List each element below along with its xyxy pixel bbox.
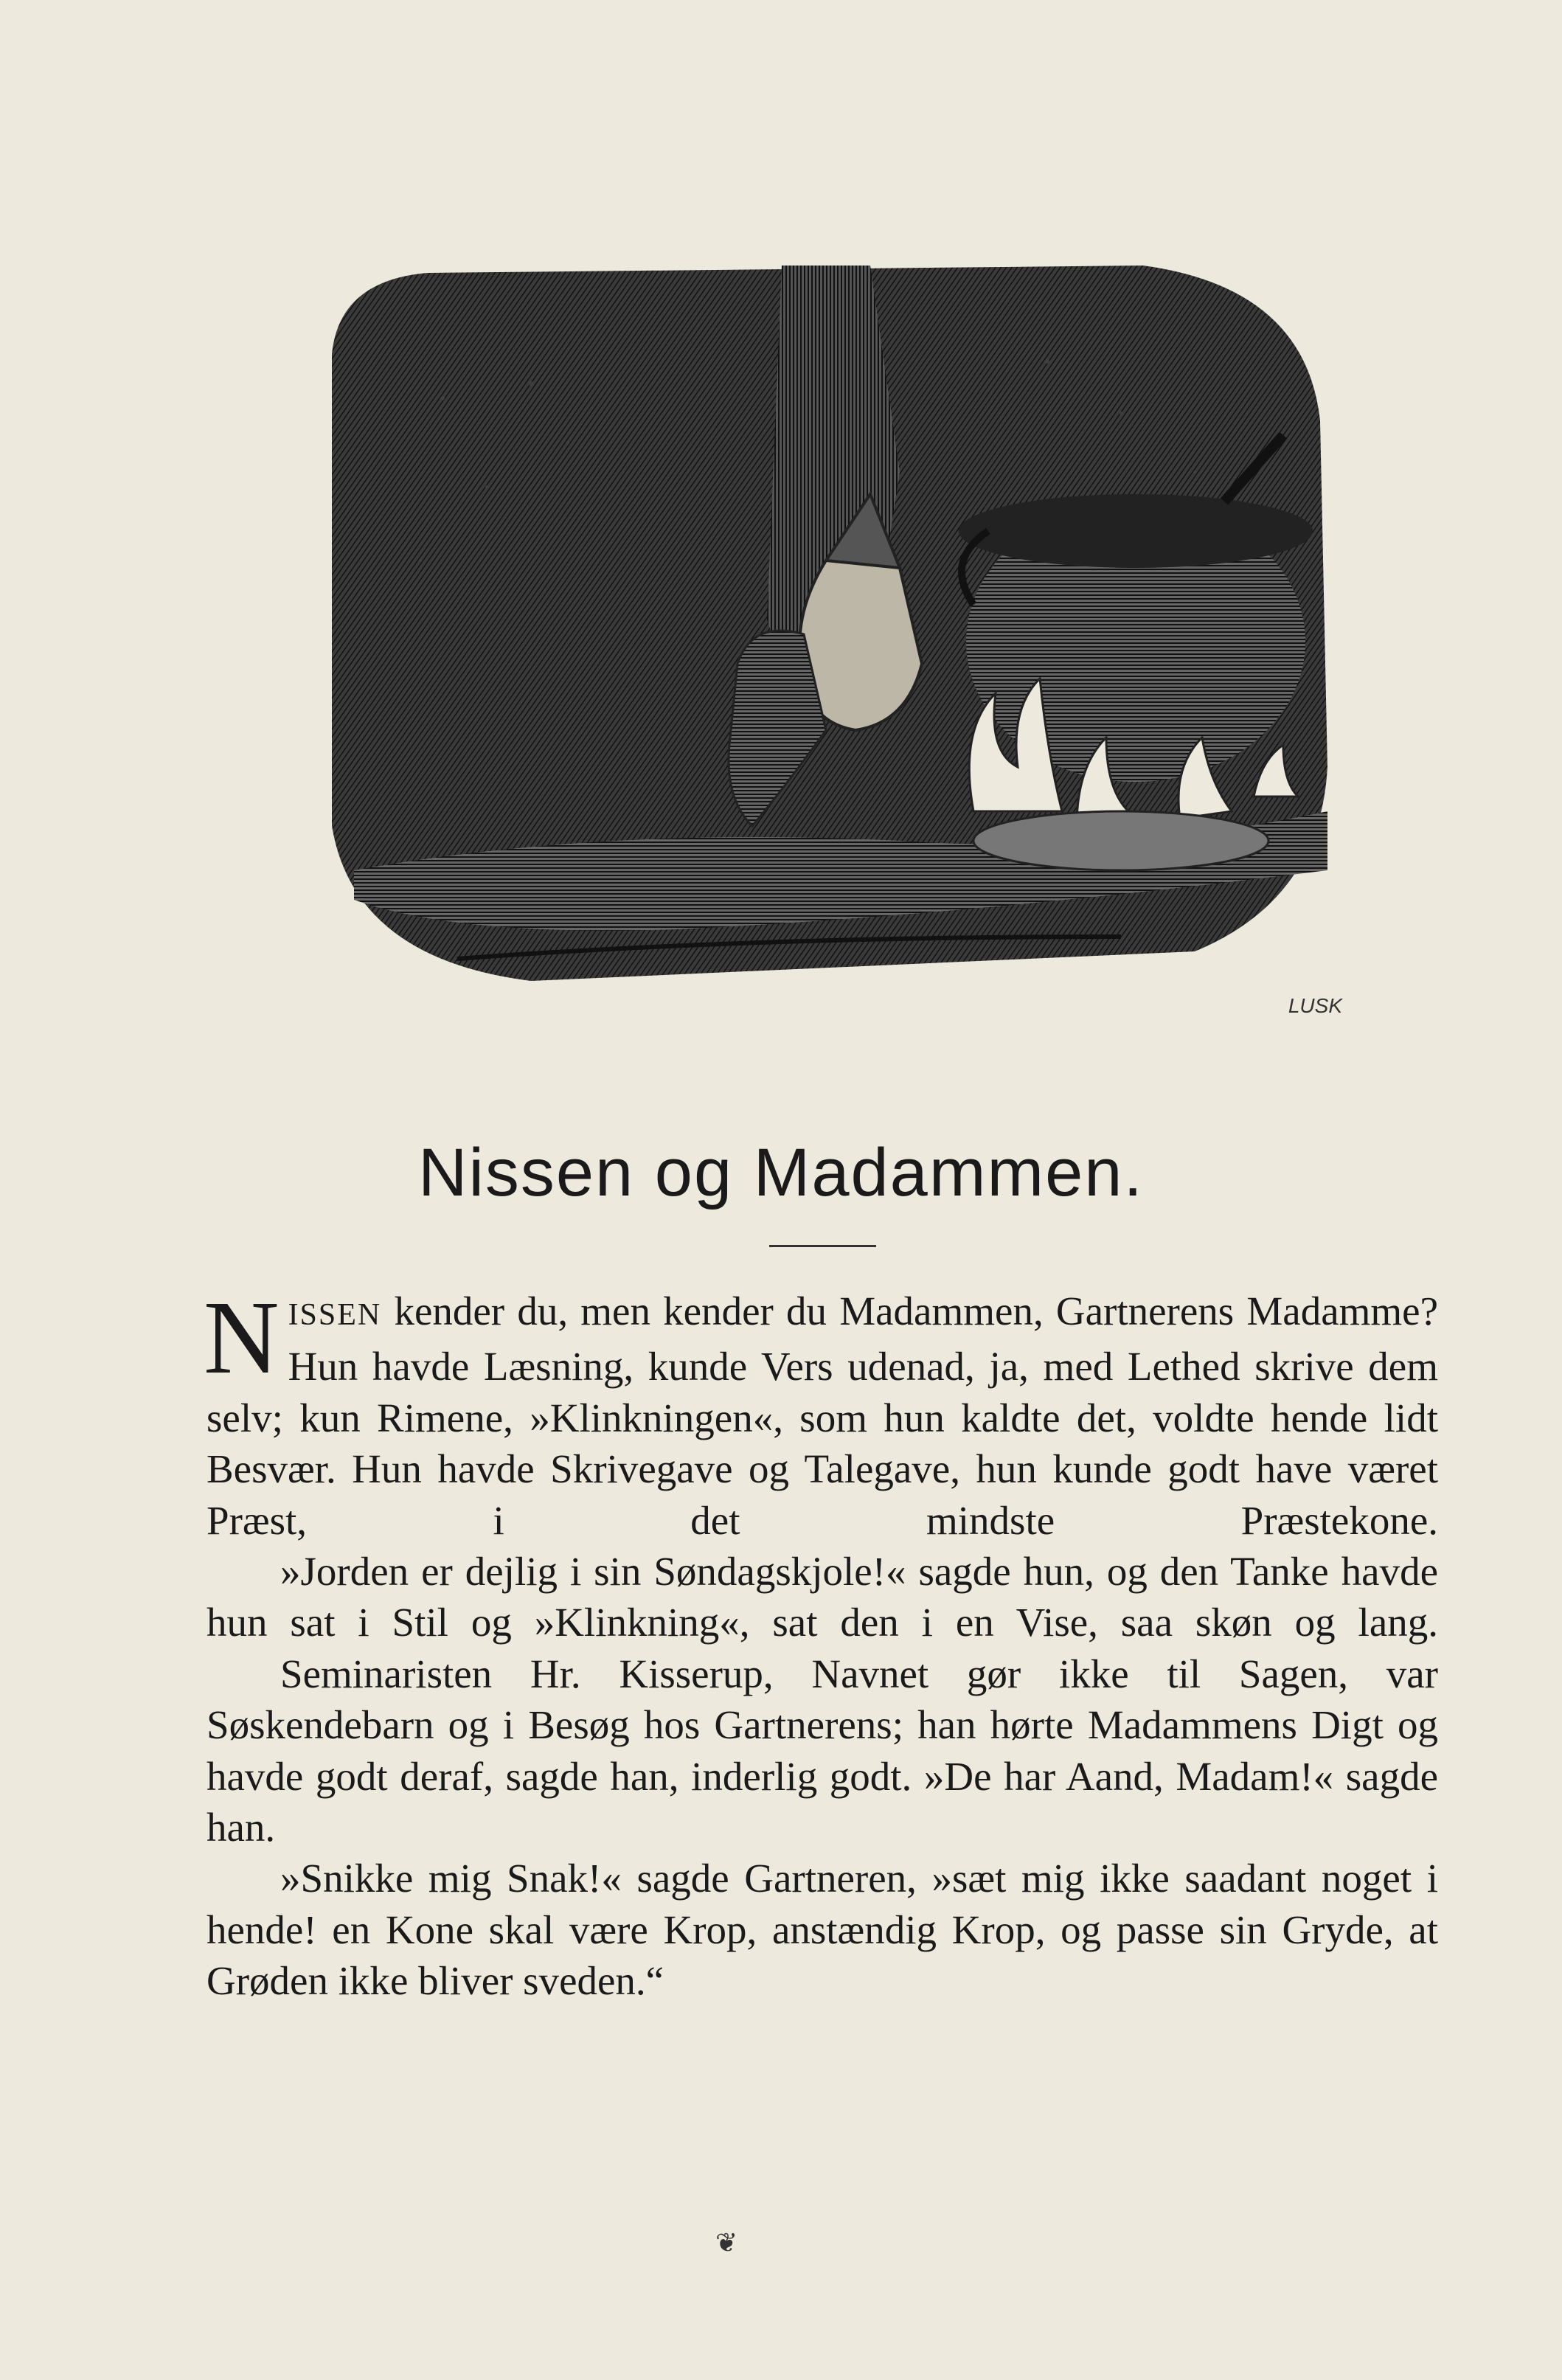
chapter-title: Nissen og Madammen. xyxy=(418,1135,1144,1210)
drop-cap: N xyxy=(204,1279,280,1395)
paragraph-3 xyxy=(206,1648,1438,1853)
paragraph-3-text: Seminaristen Hr. Kisserup, Navnet gør ikke til Sagen, var Søskendebarn og i Besøg hos Gartnerens; han hørte Madammens Digt og havde godt deraf, sagde han, inderlig godt. »De har Aand, Madam!« sagde han. xyxy=(206,1651,1438,1850)
body-text xyxy=(204,1279,1438,2007)
footer-ornament-icon: ❦ xyxy=(715,2228,738,2258)
paragraph-lead: ISSEN xyxy=(288,1298,382,1332)
paragraph-4-text: »Snikke mig Snak!« sagde Gartneren, »sæt mig ikke saadant noget i hende! en Kone skal være Krop, anstændig Krop, og passe sin Gryde, at Grøden ikke bliver sveden.“ xyxy=(206,1856,1438,2004)
title-divider xyxy=(769,1245,876,1247)
engraving-nisse-by-kettle-icon xyxy=(310,251,1357,1033)
illustrator-signature: LUSK xyxy=(1288,994,1342,1017)
paragraph-2-text: »Jorden er dejlig i sin Søndagskjole!« sagde hun, og den Tanke havde hun sat i Stil og »Klinkning«, sat den i en Vise, saa skøn og lang. xyxy=(206,1549,1438,1645)
paragraph-4 xyxy=(206,1853,1438,2006)
paragraph-1-text: kender du, men kender du Madammen, Gartnerens Madamme? Hun havde Læsning, kunde Vers udenad, ja, med Lethed skrive dem selv; kun Rimene, »Klinkningen«, som hun kaldte det, voldte hende lidt Besvær. Hun havde Skrivegave og Talegave, hun kunde godt have været Præst, i det mindste Præstekone. xyxy=(206,1288,1438,1543)
paragraph-2 xyxy=(206,1546,1438,1648)
illustration xyxy=(310,251,1357,1033)
paragraph-1 xyxy=(204,1279,1438,1546)
